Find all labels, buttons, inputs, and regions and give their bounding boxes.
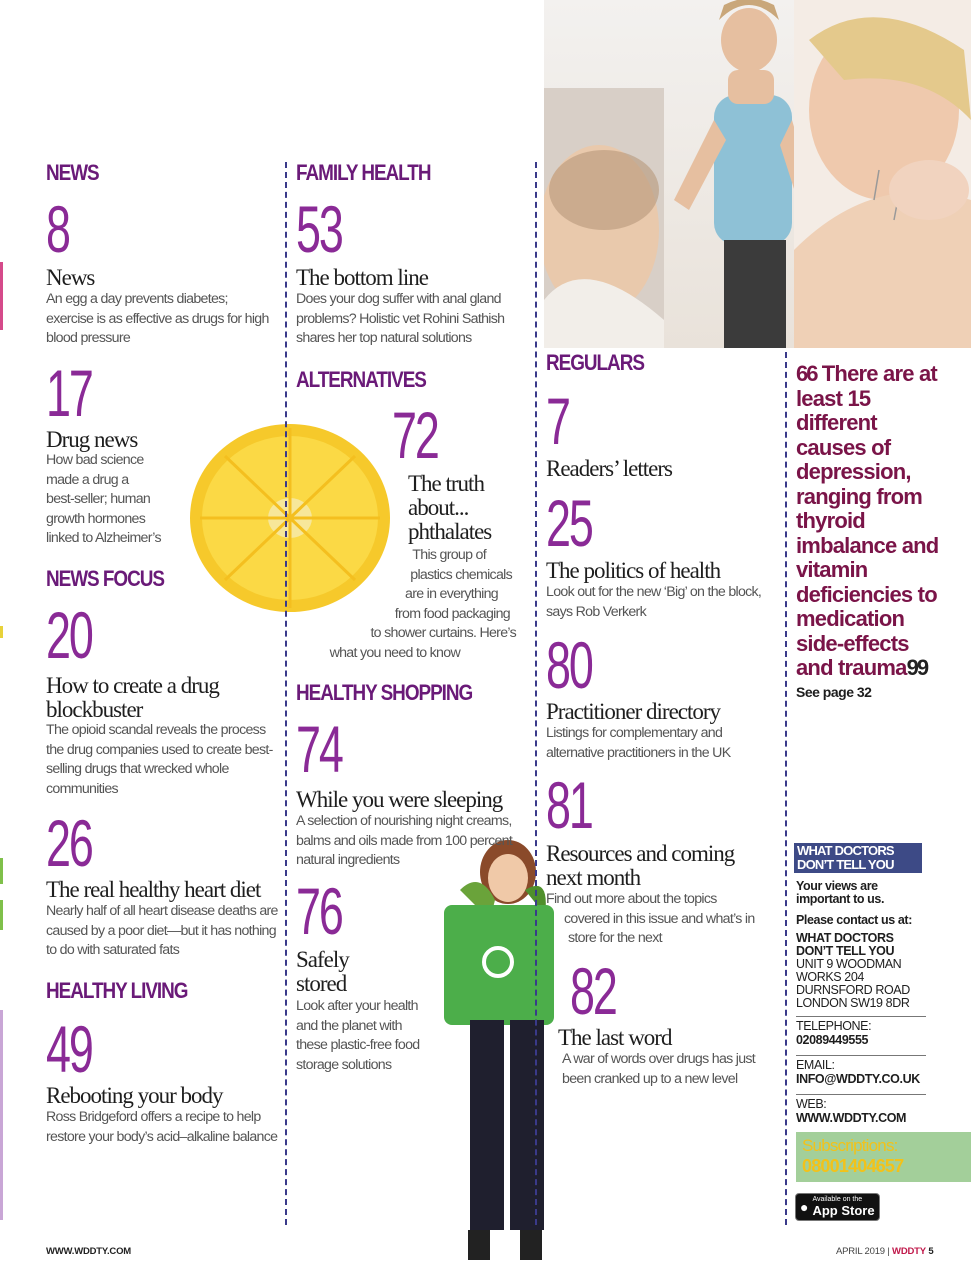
column-divider-2 bbox=[535, 162, 537, 1225]
divider bbox=[796, 1016, 926, 1017]
page-number[interactable]: 26 bbox=[46, 806, 92, 880]
page-number[interactable]: 17 bbox=[46, 356, 92, 430]
page-number[interactable]: 74 bbox=[296, 712, 342, 786]
close-quote-mark: 99 bbox=[906, 655, 928, 680]
views-text: Your views are important to us. bbox=[796, 879, 885, 906]
column-divider-3 bbox=[785, 352, 787, 1225]
article-title[interactable]: Readers’ letters bbox=[546, 456, 672, 481]
article-desc: This group of plastics chemicals are in everything from food packaging to shower curtains. Here’s what you need to know bbox=[329, 547, 516, 661]
subscriptions-phone: 08001404657 bbox=[802, 1156, 904, 1176]
article-title[interactable]: Resources and coming next month bbox=[546, 841, 735, 890]
page-number[interactable]: 82 bbox=[570, 954, 616, 1028]
article-desc: Does your dog suffer with anal gland problems? Holistic vet Rohini Sathish shares her top natural solutions bbox=[296, 291, 505, 347]
telephone-label: TELEPHONE: bbox=[796, 1019, 872, 1033]
edge-tab bbox=[0, 858, 3, 884]
page-number[interactable]: 72 bbox=[392, 398, 438, 472]
hero-photo-collage bbox=[544, 0, 971, 348]
page-number[interactable]: 25 bbox=[546, 486, 592, 560]
section-heading: ALTERNATIVES bbox=[296, 367, 426, 392]
article-desc: Listings for complementary and alternative practitioners in the UK bbox=[546, 725, 731, 761]
page-number[interactable]: 49 bbox=[46, 1012, 92, 1086]
article-desc: A selection of nourishing night creams, balms and oils made from 100 percent natural ingredients bbox=[296, 813, 513, 869]
article-title[interactable]: The real healthy heart diet bbox=[46, 877, 261, 902]
article-title[interactable]: News bbox=[46, 265, 95, 290]
section-heading: NEWS FOCUS bbox=[46, 566, 164, 591]
edge-tab bbox=[0, 1010, 3, 1220]
quote-text: There are at least 15 different causes of depression, ranging from thyroid imbalance and vitamin deficiencies to medication side-effects and trauma bbox=[796, 361, 939, 680]
section-heading: HEALTHY SHOPPING bbox=[296, 680, 473, 705]
page-number[interactable]: 7 bbox=[546, 384, 569, 458]
section-heading: REGULARS bbox=[546, 350, 644, 375]
footer-website[interactable]: WWW.WDDTY.COM bbox=[46, 1246, 131, 1257]
divider bbox=[796, 1094, 926, 1095]
email-label: EMAIL: bbox=[796, 1058, 835, 1072]
divider bbox=[796, 1055, 926, 1056]
section-heading: HEALTHY LIVING bbox=[46, 978, 188, 1003]
article-desc: Look out for the new ‘Big’ on the block, says Rob Verkerk bbox=[546, 584, 762, 620]
subscriptions-box[interactable] bbox=[796, 1132, 971, 1182]
page-number[interactable]: 81 bbox=[546, 768, 592, 842]
article-desc: Ross Bridgeford offers a recipe to help restore your body’s acid–alkaline balance bbox=[46, 1109, 278, 1145]
article-title[interactable]: The last word bbox=[558, 1025, 672, 1050]
page-number[interactable]: 20 bbox=[46, 598, 92, 672]
contact-heading: Please contact us at: bbox=[796, 913, 912, 927]
article-title[interactable]: How to create a drug blockbuster bbox=[46, 673, 219, 722]
edge-tab bbox=[0, 626, 3, 638]
article-title[interactable]: Rebooting your body bbox=[46, 1083, 223, 1108]
article-desc: An egg a day prevents diabetes; exercise is as effective as drugs for high blood pressure bbox=[46, 291, 269, 347]
page-number[interactable]: 80 bbox=[546, 628, 592, 702]
article-desc: Find out more about the topics covered in this issue and what’s in store for the next bbox=[546, 891, 755, 947]
wddty-logo: WHAT DOCTORS DON’T TELL YOU bbox=[794, 843, 922, 873]
email-value[interactable]: INFO@WDDTY.CO.UK bbox=[796, 1072, 920, 1086]
section-heading: NEWS bbox=[46, 160, 99, 185]
web-label: WEB: bbox=[796, 1097, 827, 1111]
section-heading: FAMILY HEALTH bbox=[296, 160, 431, 185]
page-number[interactable]: 8 bbox=[46, 192, 69, 266]
open-quote-mark: 66 bbox=[796, 361, 817, 386]
article-title[interactable]: Safely stored bbox=[296, 947, 349, 996]
page-number[interactable]: 76 bbox=[296, 874, 342, 948]
pull-quote bbox=[796, 362, 946, 681]
footer-brand: WDDTY bbox=[892, 1246, 926, 1257]
article-title[interactable]: Practitioner directory bbox=[546, 699, 721, 724]
article-title[interactable]: The bottom line bbox=[296, 265, 428, 290]
edge-tab bbox=[0, 900, 3, 930]
subscriptions-label: Subscriptions: bbox=[802, 1136, 898, 1155]
article-desc: The opioid scandal reveals the process the drug companies used to create best-selling drugs that wrecked whole communities bbox=[46, 722, 273, 797]
page-number[interactable]: 53 bbox=[296, 192, 342, 266]
quote-page-ref[interactable]: See page 32 bbox=[796, 684, 872, 700]
article-title[interactable]: Drug news bbox=[46, 427, 138, 452]
article-title[interactable]: While you were sleeping bbox=[296, 787, 503, 812]
article-desc: A war of words over drugs has just been cranked up to a new level bbox=[562, 1051, 756, 1087]
apple-icon: ● bbox=[800, 1199, 809, 1215]
web-value[interactable]: WWW.WDDTY.COM bbox=[796, 1111, 907, 1125]
column-divider-1 bbox=[285, 162, 287, 1225]
article-desc: How bad science made a drug a best-seller; human growth hormones linked to Alzheimer’s bbox=[46, 452, 161, 547]
app-store-badge[interactable]: ● Available on the App Store bbox=[795, 1193, 880, 1221]
footer-date: APRIL 2019 | bbox=[836, 1246, 890, 1257]
telephone-value[interactable]: 02089449555 bbox=[796, 1033, 869, 1047]
edge-tab bbox=[0, 262, 3, 330]
article-desc: Nearly half of all heart disease deaths are caused by a poor diet—but it has nothing to do with saturated fats bbox=[46, 903, 278, 959]
article-title[interactable]: The politics of health bbox=[546, 558, 721, 583]
postal-address: WHAT DOCTORS DON’T TELL YOU UNIT 9 WOODMAN WORKS 204 DURNSFORD ROAD LONDON SW19 8DR bbox=[796, 931, 910, 1010]
footer-folio bbox=[836, 1246, 933, 1257]
article-title[interactable]: The truth about... phthalates bbox=[408, 471, 492, 544]
article-desc: Look after your health and the planet with these plastic-free food storage solutions bbox=[296, 998, 420, 1073]
footer-page-number: 5 bbox=[928, 1246, 934, 1257]
